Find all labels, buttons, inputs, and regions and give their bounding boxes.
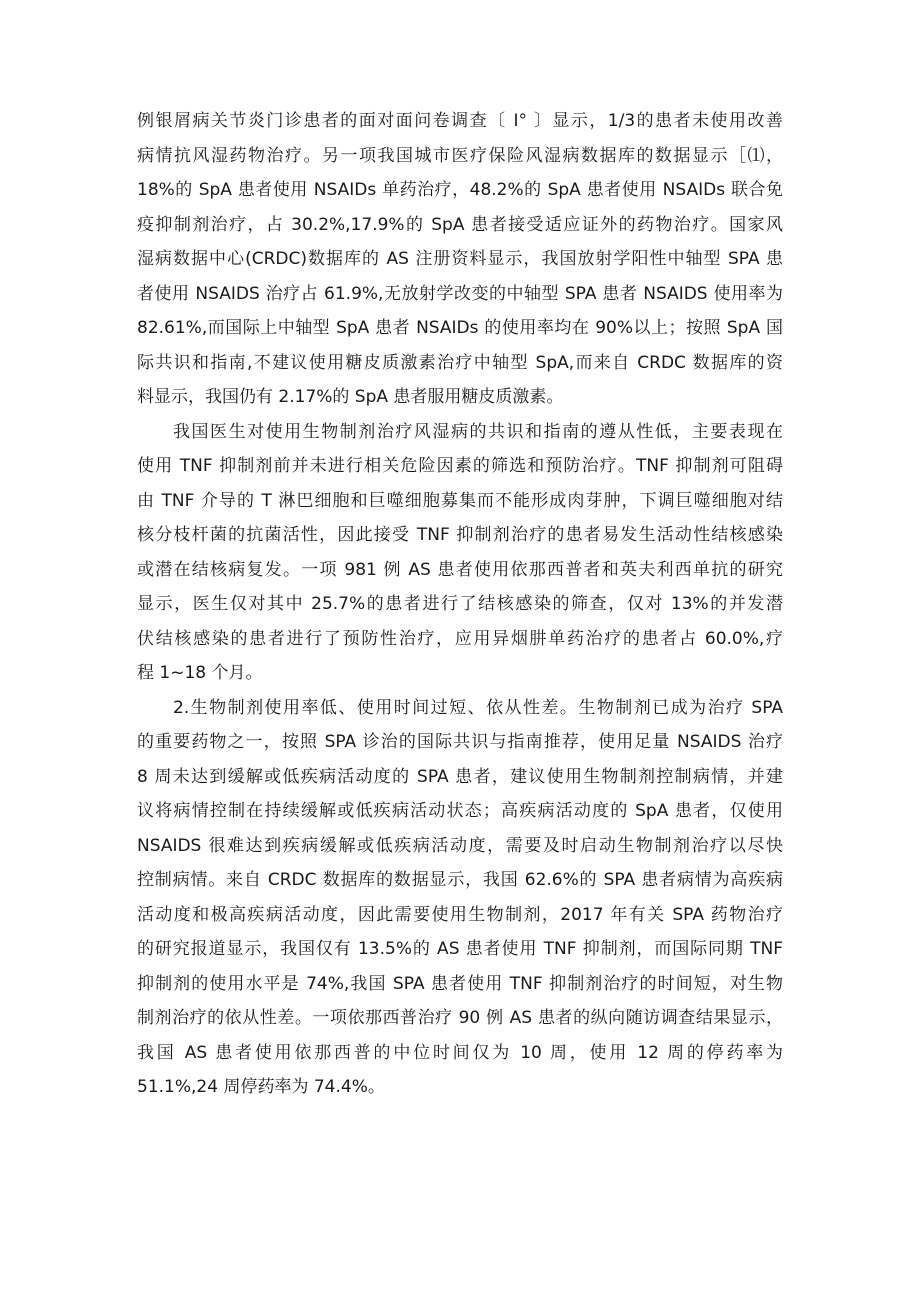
paragraph	[137, 415, 783, 691]
text-line: NSAIDS 很难达到疾病缓解或低疾病活动度，需要及时启动生物制剂治疗以尽快	[137, 835, 783, 856]
text-line: 我国 AS 患者使用依那西普的中位时间仅为 10 周，使用 12 周的停药率为	[137, 1042, 783, 1063]
text-line: 议将病情控制在持续缓解或低疾病活动状态；高疾病活动度的 SpA 患者，仅使用	[137, 801, 783, 821]
text-line: 抑制剂的使用水平是 74%,我国 SPA 患者使用 TNF 抑制剂治疗的时间短，对生物	[137, 973, 783, 994]
text-line: 际共识和指南,不建议使用糖皮质激素治疗中轴型 SpA,而来自 CRDC 数据库的资	[137, 352, 783, 373]
text-line: 控制病情。来自 CRDC 数据库的数据显示，我国 62.6%的 SPA 患者病情为高疾病	[137, 870, 783, 890]
text-line: 例银屑病关节炎门诊患者的面对面问卷调查〔 I° 〕显示，1/3的患者未使用改善	[137, 111, 783, 131]
text-line: 活动度和极高疾病活动度，因此需要使用生物制剂，2017 年有关 SPA 药物治疗	[137, 904, 783, 925]
paragraph	[137, 104, 783, 415]
text-line: 使用 TNF 抑制剂前并未进行相关危险因素的筛选和预防治疗。TNF 抑制剂可阻碍	[137, 456, 783, 476]
text-line: 核分枝杆菌的抗菌活性，因此接受 TNF 抑制剂治疗的患者易发生活动性结核感染	[137, 525, 783, 545]
document-page	[137, 104, 783, 1105]
text-line: 18%的 SpA 患者使用 NSAIDs 单药治疗，48.2%的 SpA 患者使用 NSAIDs 联合免	[137, 180, 783, 200]
text-line: 疫抑制剂治疗，占 30.2%,17.9%的 SpA 患者接受适应证外的药物治疗。国家风	[137, 214, 783, 235]
text-line: 的研究报道显示，我国仅有 13.5%的 AS 患者使用 TNF 抑制剂，而国际同期 TNF	[137, 939, 783, 959]
text-line: 8 周未达到缓解或低疾病活动度的 SPA 患者，建议使用生物制剂控制病情，并建	[137, 766, 783, 787]
text-line: 者使用 NSAIDS 治疗占 61.9%,无放射学改变的中轴型 SPA 患者 NSAIDS 使用率为	[137, 283, 783, 304]
text-line: 制剂治疗的依从性差。一项依那西普治疗 90 例 AS 患者的纵向随访调查结果显示，	[137, 1008, 783, 1028]
paragraph	[137, 691, 783, 1105]
text-line: 显示，医生仅对其中 25.7%的患者进行了结核感染的筛查，仅对 13%的并发潜	[137, 594, 783, 614]
text-line: 料显示，我国仍有 2.17%的 SpA 患者服用糖皮质激素。	[137, 387, 564, 407]
text-line: 的重要药物之一，按照 SPA 诊治的国际共识与指南推荐，使用足量 NSAIDS 治疗	[137, 732, 783, 752]
text-line: 51.1%,24 周停药率为 74.4%。	[137, 1077, 385, 1097]
text-line: 82.61%,而国际上中轴型 SpA 患者 NSAIDs 的使用率均在 90%以上；按照 SpA 国	[137, 318, 784, 338]
text-line: 湿病数据中心(CRDC)数据库的 AS 注册资料显示，我国放射学阳性中轴型 SPA 患	[137, 249, 783, 269]
text-line: 2.生物制剂使用率低、使用时间过短、依从性差。生物制剂已成为治疗 SPA	[173, 697, 783, 718]
text-line: 或潜在结核病复发。一项 981 例 AS 患者使用依那西普者和英夫利西单抗的研究	[137, 559, 783, 580]
text-line: 病情抗风湿药物治疗。另一项我国城市医疗保险风湿病数据库的数据显示［⑴，	[137, 145, 783, 166]
text-line: 我国医生对使用生物制剂治疗风湿病的共识和指南的遵从性低，主要表现在	[173, 421, 783, 442]
text-line: 伏结核感染的患者进行了预防性治疗，应用异烟肼单药治疗的患者占 60.0%,疗	[137, 628, 783, 649]
text-line: 程 1~18 个月。	[137, 663, 263, 683]
text-line: 由 TNF 介导的 T 淋巴细胞和巨噬细胞募集而不能形成肉芽肿，下调巨噬细胞对结	[137, 490, 783, 511]
